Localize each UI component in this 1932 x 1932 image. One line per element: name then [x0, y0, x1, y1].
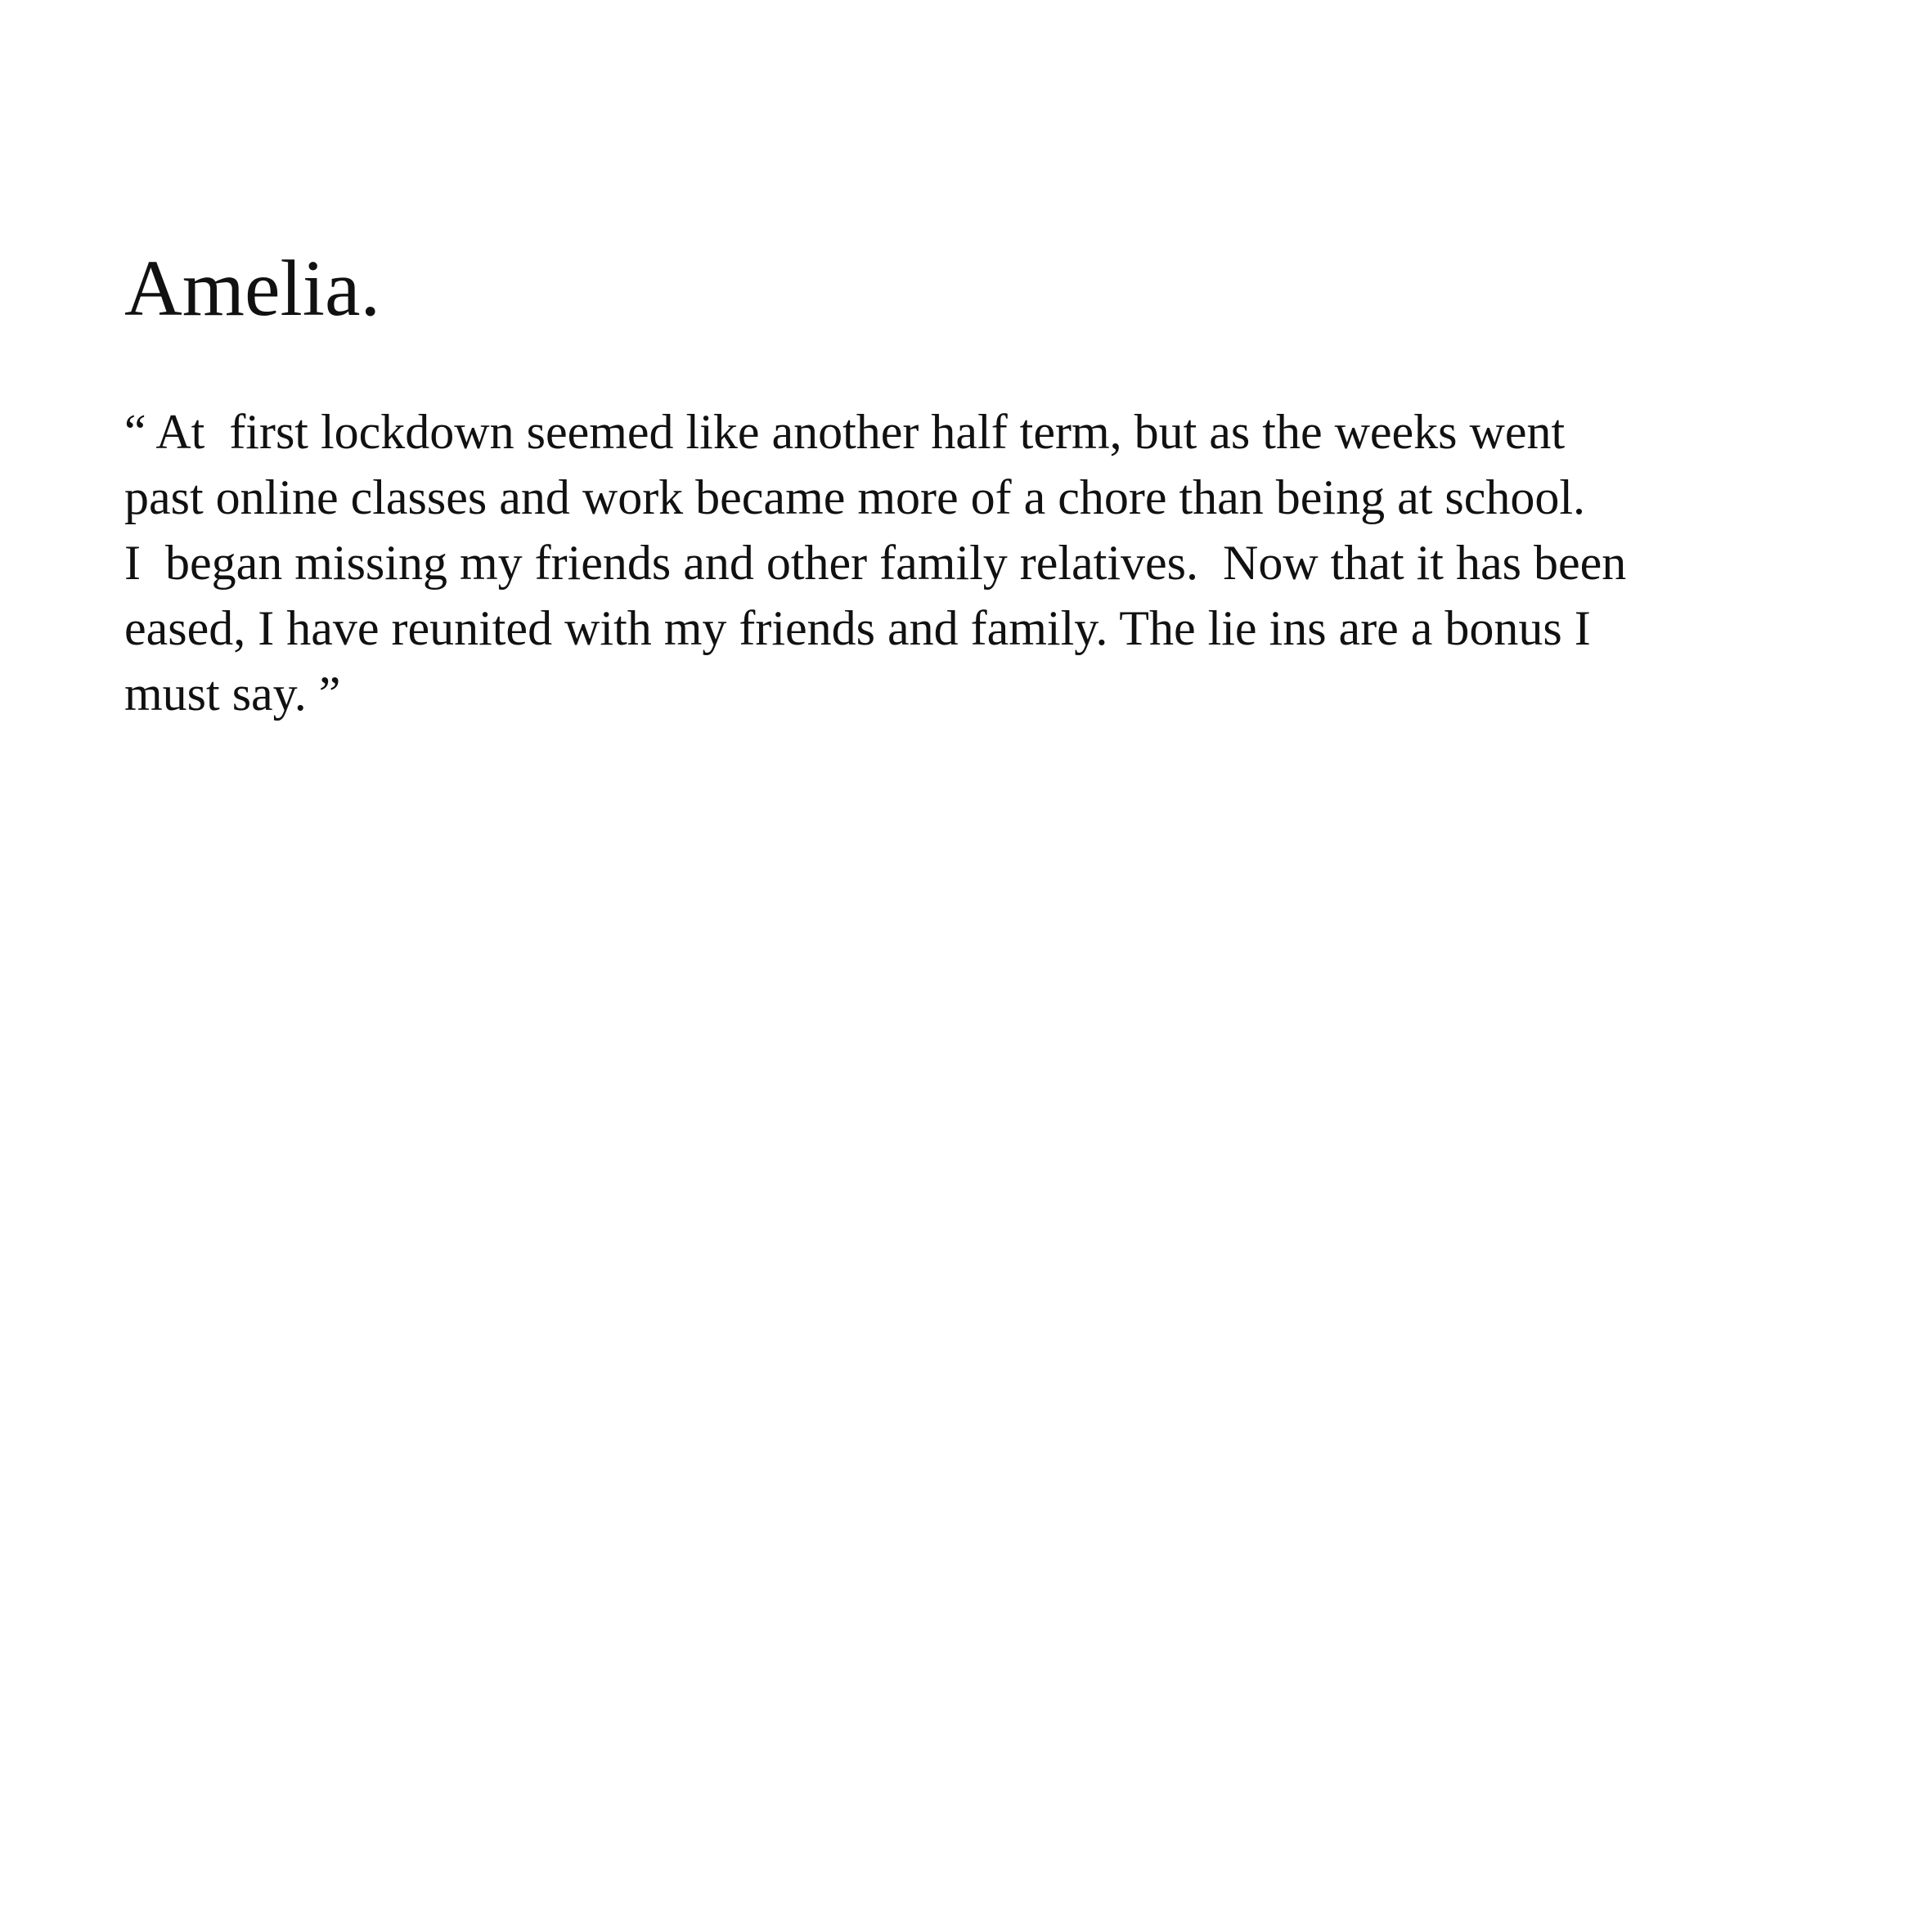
quote-line: I began missing my friends and other family relatives. Now that it has been — [124, 536, 1627, 590]
quote-line: eased, I have reunited with my friends and family. The lie ins are a bonus I — [124, 601, 1591, 655]
quote-line: “ At first lockdown seemed like another half term, but as the weeks went — [124, 405, 1566, 459]
name-heading: Amelia. — [124, 245, 380, 333]
quote-line: must say. ” — [124, 667, 341, 721]
quote-line: past online classes and work became more of a chore than being at school. — [124, 470, 1586, 524]
quote-paragraph — [124, 399, 1626, 726]
